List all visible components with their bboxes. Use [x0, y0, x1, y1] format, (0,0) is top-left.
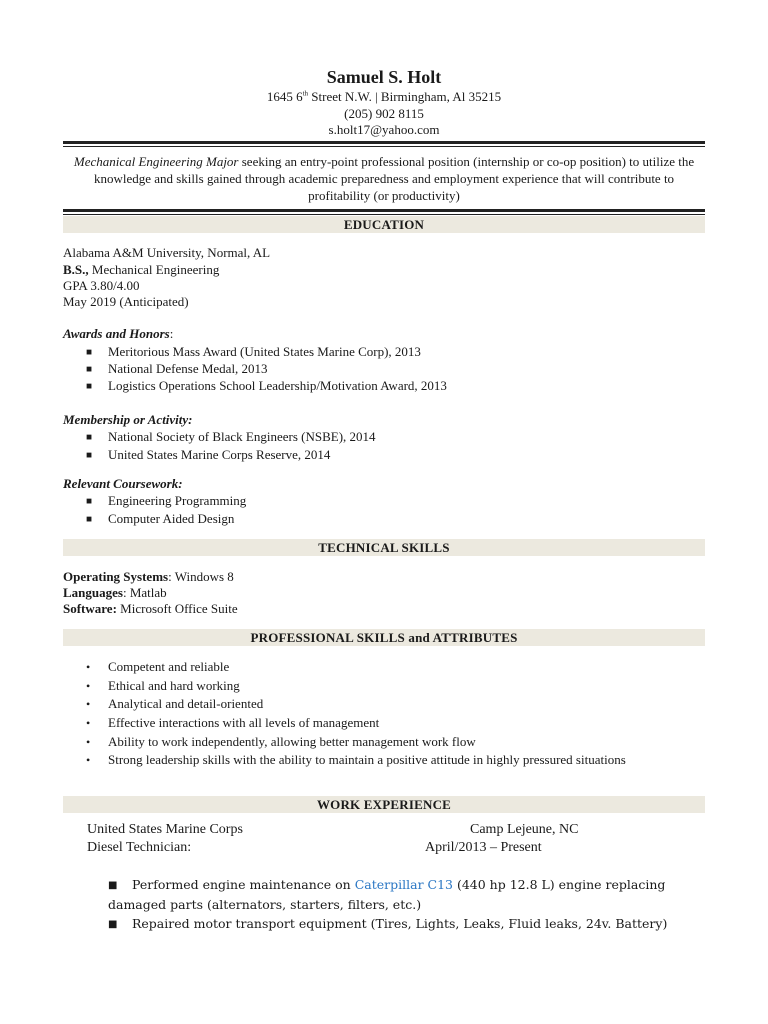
list-item: ■ Performed engine maintenance on Caterpillar C13 (440 hp 12.8 L) engine replacing damaged parts (alternators, starters, filters, etc.): [108, 877, 666, 912]
email[interactable]: s.holt17@yahoo.com: [328, 122, 440, 137]
header-divider-thin: [63, 146, 705, 147]
bullet-icon: ■: [86, 496, 93, 507]
list-item: ■ Repaired motor transport equipment (Tires, Lights, Leaks, Fluid leaks, 24v. Battery): [108, 914, 708, 934]
list-item: • Ability to work independently, allowing better management work flow: [86, 734, 476, 749]
list-item: ■ Meritorious Mass Award (United States Marine Corp), 2013: [86, 344, 421, 359]
membership-heading: Membership or Activity:: [63, 412, 193, 427]
bullet-icon: ■: [86, 514, 93, 525]
gpa: GPA 3.80/4.00: [63, 278, 140, 293]
job-title: Diesel Technician:: [87, 840, 192, 855]
school: Alabama A&M University, Normal, AL: [63, 245, 271, 260]
coursework-heading: Relevant Coursework:: [63, 476, 183, 491]
list-item: ■ National Society of Black Engineers (NSBE), 2014: [86, 429, 376, 444]
job-location: Camp Lejeune, NC: [470, 822, 579, 837]
awards-heading: Awards and Honors:: [63, 326, 174, 341]
bullet-icon: •: [86, 660, 91, 674]
work-experience-heading: WORK EXPERIENCE: [63, 796, 705, 813]
bullet-icon: •: [86, 716, 91, 730]
list-item: ■ Engineering Programming: [86, 493, 247, 508]
header-divider-thick: [63, 141, 705, 144]
list-item: ■ National Defense Medal, 2013: [86, 361, 268, 376]
bullet-icon: •: [86, 735, 91, 749]
list-item: • Strong leadership skills with the ability to maintain a positive attitude in highly pressured situations: [86, 752, 626, 767]
phone: (205) 902 8115: [344, 106, 424, 121]
objective-divider-thick: [63, 209, 705, 212]
caterpillar-link[interactable]: Caterpillar C13: [354, 877, 453, 892]
bullet-icon: ■: [108, 880, 118, 891]
bullet-icon: ■: [86, 432, 93, 443]
list-item: • Analytical and detail-oriented: [86, 696, 264, 711]
list-item: • Ethical and hard working: [86, 678, 240, 693]
degree: B.S., Mechanical Engineering: [63, 262, 220, 277]
bullet-icon: ■: [86, 364, 93, 375]
list-item: • Effective interactions with all levels of management: [86, 715, 380, 730]
employer: United States Marine Corps: [87, 822, 243, 837]
professional-skills-heading: PROFESSIONAL SKILLS and ATTRIBUTES: [63, 629, 705, 646]
bullet-icon: ■: [108, 919, 118, 930]
list-item: ■ United States Marine Corps Reserve, 2014: [86, 447, 331, 462]
address: 1645 6th Street N.W. | Birmingham, Al 35215: [266, 89, 502, 104]
objective: Mechanical Engineering Major seeking an entry-point professional position (internship or co-op position) to utilize the knowledge and skills gained through academic preparedness and employment experience that will contribute to profitability (or productivity): [73, 154, 695, 203]
list-item: ■ Logistics Operations School Leadership/Motivation Award, 2013: [86, 378, 447, 393]
bullet-icon: •: [86, 697, 91, 711]
bullet-icon: ■: [86, 450, 93, 461]
education-heading: EDUCATION: [63, 216, 705, 233]
objective-divider-thin: [63, 214, 705, 215]
software: Software: Microsoft Office Suite: [63, 601, 238, 616]
list-item: ■ Computer Aided Design: [86, 511, 235, 526]
bullet-icon: •: [86, 753, 91, 767]
bullet-icon: •: [86, 679, 91, 693]
candidate-name: Samuel S. Holt: [326, 67, 442, 87]
languages: Languages: Matlab: [63, 585, 167, 600]
operating-systems: Operating Systems: Windows 8: [63, 569, 234, 584]
bullet-icon: ■: [86, 347, 93, 358]
technical-skills-heading: TECHNICAL SKILLS: [63, 539, 705, 556]
bullet-icon: ■: [86, 381, 93, 392]
graduation-date: May 2019 (Anticipated): [63, 294, 189, 309]
job-dates: April/2013 – Present: [425, 840, 542, 855]
list-item: • Competent and reliable: [86, 659, 230, 674]
